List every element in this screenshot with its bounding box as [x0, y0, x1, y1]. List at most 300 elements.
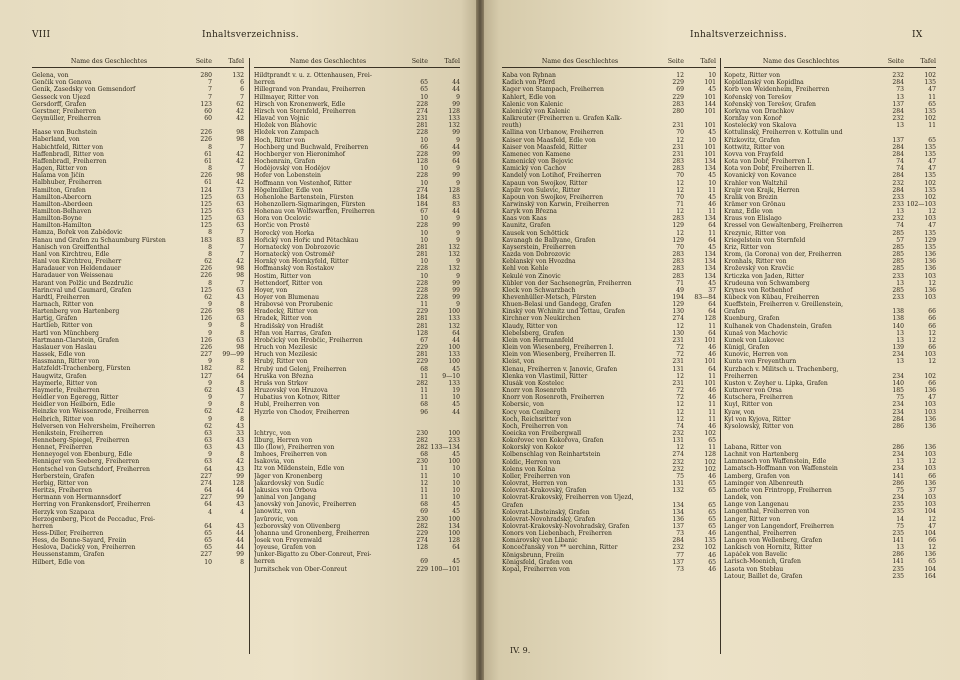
entry-page: 274 [200, 479, 212, 487]
entry-name: Horecký von Horka [254, 229, 315, 237]
entry-page: 12 [676, 208, 684, 216]
entry-plate: 73 [236, 186, 244, 194]
entry-name: Kunovic, Herren von [724, 351, 788, 359]
index-entry [254, 351, 460, 358]
entry-name: Kobersic, von [502, 401, 544, 409]
entry-plate: 66 [928, 308, 936, 316]
entry-name: Lammasch von Waffenstein, Edle [724, 458, 827, 466]
entry-plate: 82 [236, 365, 244, 373]
entry-plate: 46 [708, 387, 716, 395]
entry-page: 9 [208, 394, 212, 402]
entry-name: Herzogenberg, Picot de Peccaduc, Frei- [32, 515, 156, 523]
entry-page: 227 [200, 472, 212, 480]
index-entry [254, 451, 460, 458]
index-entry [502, 487, 716, 494]
entry-page: 228 [416, 129, 428, 137]
entry-page: 71 [676, 200, 684, 208]
entry-name: Haberland, von [32, 136, 80, 144]
entry-plate: 7 [240, 394, 244, 402]
entry-name: Hirsch von Kronenwerk, Edle [254, 100, 346, 108]
index-entry [254, 551, 460, 558]
entry-plate: 64 [708, 301, 716, 309]
entry-plate: 47 [928, 522, 936, 530]
index-entry [502, 330, 716, 337]
entry-name: Hatzfeldt-Trachenberg, Fürsten [32, 365, 131, 373]
entry-name: Helbrich, Ritter von [32, 415, 94, 423]
entry-plate: 65 [708, 523, 716, 530]
index-entry [724, 387, 936, 394]
entry-name: Hanl von Kirchtreu, Edle [32, 250, 110, 258]
entry-plate: 44 [236, 544, 244, 552]
entry-plate: 103 [924, 465, 936, 473]
entry-name: Kaas von Kaas [502, 215, 547, 223]
index-entry [254, 72, 460, 79]
entry-page: 284 [892, 186, 904, 194]
entry-name: Haradauer von Weissenau [32, 272, 114, 280]
entry-page: 125 [200, 200, 212, 208]
entry-page: 75 [896, 394, 904, 402]
entry-page: 64 [204, 501, 212, 509]
entry-name: Korkyna von Drachkov [724, 107, 795, 115]
index-entry [724, 458, 936, 465]
index-entry [724, 258, 936, 265]
entry-plate [904, 129, 936, 136]
index-entry [502, 351, 716, 358]
entry-name: herren [254, 79, 275, 87]
entry-plate: 63 [236, 336, 244, 344]
entry-plate: 99 [236, 494, 244, 502]
index-entry [502, 187, 716, 194]
entry-name: Kausek von Schöttick [502, 229, 569, 237]
entry-name: Genik, Zasedsky von Gemsendorf [32, 86, 136, 94]
entry-plate: 103 [924, 272, 936, 280]
index-entry [502, 301, 716, 308]
index-entry [502, 394, 716, 401]
entry-page: 64 [204, 487, 212, 495]
entry-plate: 7 [240, 93, 244, 101]
entry-page: 138 [892, 308, 904, 316]
entry-name: Labana, Ritter von [724, 443, 782, 451]
entry-page: 227 [200, 551, 212, 559]
index-entry [254, 108, 460, 115]
entry-name: Krudeuna von Schwamberg [724, 279, 810, 287]
index-entry [502, 86, 716, 93]
entry-plate: 135 [924, 150, 936, 158]
entry-page: 125 [200, 215, 212, 223]
index-entry [254, 423, 460, 430]
entry-plate: 128 [232, 479, 244, 487]
entry-plate: 100 [448, 308, 460, 316]
entry-name: Hyzrle von Chodov, Freiherren [254, 408, 350, 416]
entry-name: Harincval und Caumard, Grafen [32, 286, 132, 294]
entry-name: Klaudy, Ritter von [502, 322, 558, 330]
index-entry [724, 129, 936, 136]
entry-page: 62 [204, 386, 212, 394]
entry-page: 283 [672, 258, 684, 266]
entry-page: 134 [672, 508, 684, 516]
entry-page: 65 [204, 537, 212, 545]
index-entry [254, 444, 460, 451]
entry-name: Langer von Langendorf, Freiherren [724, 522, 834, 530]
index-entry [724, 137, 936, 144]
entry-plate: 9—10 [442, 372, 460, 380]
entry-page: 141 [892, 558, 904, 566]
entry-plate: 45 [452, 401, 460, 409]
entry-plate: 44 [452, 79, 460, 87]
entry-plate: 100 [448, 458, 460, 466]
entry-name: Hagen, Ritter von [32, 165, 88, 173]
index-entry [32, 444, 244, 451]
index-entry [32, 351, 244, 358]
entry-plate: 11 [928, 93, 936, 101]
index-entry [32, 408, 244, 415]
entry-page: 280 [672, 107, 684, 115]
entry-name: Hohenau von Wolfswarffen, Freiherren [254, 208, 375, 216]
entry-name: Herring von Frankensdorf, Freiherren [32, 501, 151, 509]
entry-plate: 44 [236, 530, 244, 537]
entry-name: Herzyk von Szapaca [32, 508, 95, 516]
entry-page: 75 [896, 522, 904, 530]
entry-page: 74 [896, 165, 904, 173]
entry-page: 285 [892, 229, 904, 237]
entry-name: Hradek, Ritter von [254, 315, 312, 323]
entry-plate: 144 [704, 100, 716, 108]
entry-name: Hradišský von Hradišt [254, 322, 324, 330]
entry-plate: 46 [708, 394, 716, 402]
index-entry [724, 380, 936, 387]
entry-plate: 135 [924, 186, 936, 194]
entry-name: Hassek, Edle von [32, 351, 86, 359]
index-entry [254, 508, 460, 515]
entry-plate: 8 [240, 322, 244, 330]
entry-page: 129 [672, 236, 684, 244]
index-entry [724, 294, 936, 301]
entry-plate: 10 [452, 486, 460, 494]
entry-page: 72 [676, 344, 684, 352]
entry-name: Itz von Mildenstein, Edle von [254, 465, 345, 473]
left-column-2 [254, 58, 460, 658]
entry-name: Kottulinský, Freiherren v. Kottulin und [724, 129, 843, 137]
index-entry [724, 344, 936, 351]
entry-name: Kostelecký von Skalova [724, 122, 797, 130]
entry-name: Kovanický von Kovance [724, 172, 797, 180]
entry-page: 232 [892, 115, 904, 123]
index-entry [502, 72, 716, 79]
book-gutter [476, 0, 484, 680]
entry-page: 68 [420, 401, 428, 409]
index-entry [502, 194, 716, 201]
entry-plate: 12 [928, 358, 936, 366]
entry-page: 226 [200, 343, 212, 351]
entry-page: 8 [208, 143, 212, 151]
entry-name: Lamotte von Frintropp, Freiherren [724, 486, 832, 494]
entry-plate: 11 [708, 415, 716, 423]
entry-plate: 42 [236, 150, 244, 158]
entry-page: 65 [420, 86, 428, 94]
entry-page: 75 [676, 472, 684, 480]
entry-plate: 19 [452, 387, 460, 395]
entry-name: Hartl von Münchberg [32, 329, 99, 337]
entry-page: 71 [676, 279, 684, 287]
index-entry [724, 530, 936, 537]
entry-name: Hochberger von Hieronimhof [254, 150, 346, 158]
entry-plate: 136 [924, 479, 936, 487]
index-entry [502, 215, 716, 222]
entry-name: Koldic, Herren von [502, 458, 561, 466]
index-entry [724, 308, 936, 315]
entry-plate: 45 [708, 172, 716, 180]
entry-name: Hoyer, von [254, 286, 288, 294]
index-entry [502, 494, 716, 501]
entry-plate: 9 [456, 229, 460, 237]
index-entry [502, 129, 716, 136]
entry-page: 286 [892, 479, 904, 487]
index-entry [254, 416, 460, 423]
entry-plate: 136 [924, 265, 936, 273]
entry-name: Janowitz, von [254, 508, 296, 516]
entry-page: 7 [208, 79, 212, 87]
entry-page: 141 [892, 537, 904, 544]
index-entry [502, 144, 716, 151]
entry-plate: 63 [236, 207, 244, 215]
entry-page: 7 [208, 93, 212, 101]
entry-page: 13 [896, 358, 904, 366]
entry-plate: 10 [708, 179, 716, 187]
entry-page: 230 [416, 458, 428, 466]
entry-page: 274 [416, 186, 428, 194]
entry-plate: 100 [448, 529, 460, 537]
entry-name: Hardtl, Freiherren [32, 293, 90, 301]
entry-name: Joyeuse, Grafen von [254, 544, 316, 552]
entry-plate: 65 [928, 100, 936, 108]
entry-name: Kokorský von Kokor [502, 444, 564, 452]
index-entry [254, 294, 460, 301]
index-entry [724, 122, 936, 129]
entry-name: Hanl von Kirchtreu, Freiherr [32, 258, 122, 266]
index-entry [32, 101, 244, 108]
index-entry [502, 230, 716, 237]
entry-page: 125 [200, 207, 212, 215]
entry-plate: 134 [704, 272, 716, 280]
index-entry [32, 258, 244, 265]
entry-plate: 98 [236, 272, 244, 280]
entry-plate: 64 [708, 236, 716, 244]
index-entry [724, 516, 936, 523]
column-divider [249, 58, 250, 654]
entry-name: Kopetz, Ritter von [724, 72, 781, 80]
entry-plate: 132 [448, 322, 460, 330]
entry-plate: 47 [928, 158, 936, 166]
entry-plate: 66 [928, 344, 936, 352]
entry-name: Junker-Bigatto zu Ober-Conreut, Frei- [254, 551, 372, 559]
entry-name: Hrušs von Strkov [254, 379, 308, 387]
entry-page: 11 [420, 465, 428, 473]
entry-plate: 11 [708, 208, 716, 216]
entry-page: 131 [672, 480, 684, 488]
entry-page: 282 [416, 379, 428, 387]
entry-name: Kalenic von Kalenic [502, 100, 563, 108]
entry-page: 281 [416, 322, 428, 330]
entry-plate: 11 [708, 229, 716, 237]
index-entry [724, 244, 936, 251]
entry-plate: 45 [452, 365, 460, 373]
entry-name: Klusák von Kostelec [502, 379, 564, 387]
entry-name: Hartig, Grafen [32, 315, 78, 323]
entry-name: Hoch, Ritter von [254, 136, 306, 144]
index-entry [724, 537, 936, 544]
column-header: Name des Geschlechtes Seite Tafel [254, 58, 460, 68]
entry-page: 10 [420, 179, 428, 187]
entry-name: Kriz, Ritter von [724, 243, 772, 251]
entry-page: 13 [896, 279, 904, 287]
entry-page: 62 [204, 408, 212, 416]
entry-name: Imhoes, Freiherren von [254, 451, 327, 459]
entry-plate: 133—134 [430, 443, 460, 451]
index-entry [724, 72, 936, 79]
entry-plate: 103 [924, 408, 936, 416]
entry-plate: 136 [924, 551, 936, 559]
index-entry [254, 380, 460, 387]
entry-plate: 99 [452, 150, 460, 158]
entry-name: Kraus von Elislago [724, 215, 782, 223]
entry-name: Kamenický von Bejovic [502, 158, 574, 166]
entry-plate: 102 [704, 544, 716, 552]
index-entry [254, 394, 460, 401]
entry-page: 233 [892, 294, 904, 301]
entry-plate: 104 [924, 565, 936, 573]
entry-page: 226 [200, 308, 212, 316]
index-entry [724, 215, 936, 222]
entry-name: Josek von Freyenwald [254, 537, 322, 544]
entry-name: Hillegrand von Prandau, Freiherren [254, 86, 366, 94]
entry-page: 73 [896, 86, 904, 94]
entry-name: Kadich von Pferd [502, 79, 556, 87]
entry-name: Habichtfeld, Ritter von [32, 143, 104, 151]
entry-plate: 7 [240, 279, 244, 287]
entry-plate: 101 [704, 107, 716, 115]
index-entry [32, 229, 244, 236]
entry-plate [684, 494, 716, 501]
entry-plate: 45 [708, 243, 716, 251]
entry-name: Langenthal, Freiherren [724, 529, 797, 537]
entry-page: 285 [892, 258, 904, 266]
index-entry [502, 287, 716, 294]
entry-page: 234 [892, 465, 904, 473]
entry-page: 229 [672, 79, 684, 87]
entry-name: Kulhanek von Chadenstein, Grafen [724, 322, 832, 330]
entry-page: 284 [672, 537, 684, 545]
index-entry [254, 301, 460, 308]
entry-name: Koeickа von Freibergwall [502, 429, 582, 437]
entry-page: 63 [204, 429, 212, 437]
index-entry [32, 72, 244, 79]
entry-page: 228 [416, 279, 428, 287]
entry-plate: 133 [448, 351, 460, 359]
entry-page: 10 [420, 136, 428, 144]
entry-page: 131 [672, 365, 684, 373]
entry-plate [428, 72, 460, 79]
entry-name: Hentschel von Gutschdorf, Freiherren [32, 465, 150, 473]
entry-plate: 9 [456, 93, 460, 101]
index-entry [32, 322, 244, 329]
entry-page: 226 [200, 172, 212, 180]
entry-page: 231 [416, 115, 428, 123]
index-entry [724, 330, 936, 337]
index-entry [502, 294, 716, 301]
index-entry [32, 373, 244, 380]
entry-plate: 136 [924, 286, 936, 294]
entry-page: 137 [672, 558, 684, 566]
entry-page: 11 [420, 394, 428, 402]
entry-page: 12 [676, 322, 684, 330]
entry-plate: 11 [708, 186, 716, 194]
index-entry [32, 294, 244, 301]
entry-name: Larisch-Moenich, Grafen [724, 558, 801, 566]
entry-name: Hodějovský von Hodějov [254, 165, 331, 173]
entry-name: Hruch von Mezilesic [254, 344, 318, 352]
entry-name: Heidler von Egeregg, Ritter [32, 394, 119, 402]
entry-page: 283 [672, 215, 684, 223]
entry-page: 140 [892, 322, 904, 330]
index-entry [254, 558, 460, 565]
index-entry [502, 537, 716, 544]
index-entry [724, 501, 936, 508]
entry-page: 75 [896, 486, 904, 494]
entry-plate: 128 [448, 186, 460, 194]
entry-name: Kübler von der Sachsenegrün, Freiherren [502, 279, 632, 287]
index-entry [254, 330, 460, 337]
entry-plate: 83 [236, 236, 244, 244]
index-entry [502, 459, 716, 466]
index-entry [32, 358, 244, 365]
index-entry [32, 172, 244, 179]
entry-page: 125 [200, 193, 212, 201]
index-entry [32, 509, 244, 516]
entry-page: 8 [208, 250, 212, 258]
entry-name: Johanna und Gronenberg, Freiherren [254, 529, 370, 537]
index-entry [724, 94, 936, 101]
entry-page: 8 [208, 165, 212, 173]
column-header: Name des Geschlechtes Seite Tafel [502, 58, 716, 68]
entry-page: 232 [672, 458, 684, 466]
entry-page: 283 [672, 251, 684, 259]
index-entry [502, 251, 716, 258]
entry-page: 226 [200, 136, 212, 144]
index-entry [724, 351, 936, 358]
entry-plate: 44 [452, 208, 460, 216]
entry-page: 228 [416, 222, 428, 230]
entry-page: 68 [420, 451, 428, 459]
entry-page: 13 [896, 329, 904, 337]
index-entry [502, 158, 716, 165]
entry-name: Lamberg, Grafen von [724, 472, 790, 480]
entry-plate: 43 [236, 444, 244, 452]
index-entry [32, 129, 244, 136]
index-entry [254, 194, 460, 201]
entry-page: 226 [200, 265, 212, 273]
entry-plate: 99 [452, 129, 460, 137]
entry-page [878, 430, 904, 437]
entry-name: Kurzbach v. Militsch u. Trachenberg, [724, 365, 839, 373]
entry-plate: 12 [928, 208, 936, 216]
entry-name: Hettendorf, Ritter von [254, 279, 323, 287]
entry-plate: 65 [928, 558, 936, 566]
entry-plate: 44 [452, 143, 460, 151]
entry-plate: 7 [240, 250, 244, 258]
index-entry [32, 308, 244, 315]
index-entry [254, 494, 460, 501]
entry-page: 69 [676, 86, 684, 94]
